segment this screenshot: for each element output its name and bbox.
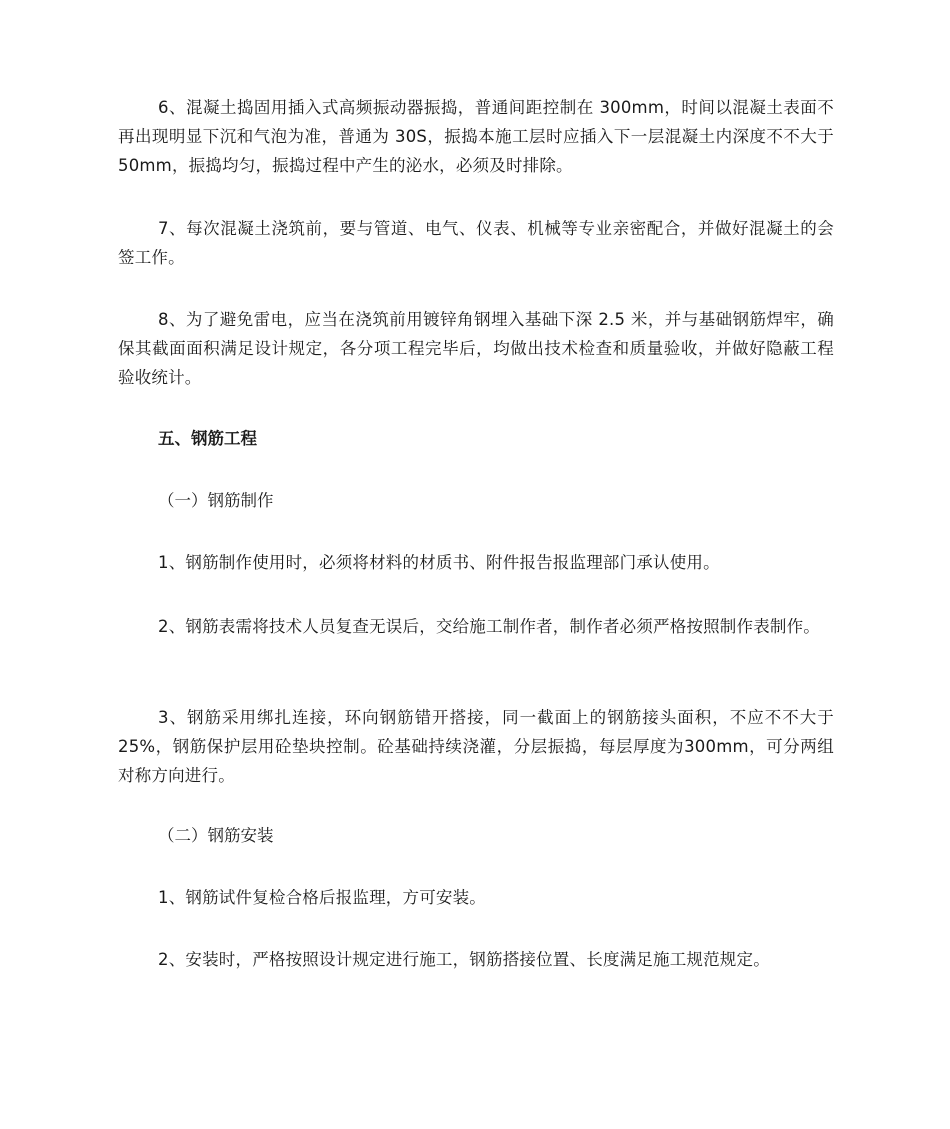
paragraph-7: 7、每次混凝土浇筑前，要与管道、电气、仪表、机械等专业亲密配合，并做好混凝土的会签工作。 bbox=[118, 219, 834, 267]
subsection-heading-1: （一）钢筋制作 bbox=[158, 491, 274, 510]
list-item: 2、钢筋表需将技术人员复查无误后，交给施工制作者，制作者必须严格按照制作表制作。 bbox=[158, 617, 820, 636]
section-heading: 五、钢筋工程 bbox=[158, 429, 257, 448]
subsection-heading-2: （二）钢筋安装 bbox=[158, 826, 274, 845]
list-item: 1、钢筋制作使用时，必须将材料的材质书、附件报告报监理部门承认使用。 bbox=[158, 553, 720, 572]
paragraph-8: 8、为了避免雷电，应当在浇筑前用镀锌角钢埋入基础下深 2.5 米，并与基础钢筋焊牢，确保其截面面积满足设计规定，各分项工程完毕后，均做出技术检查和质量验收，并做好隐蔽工程验收统计。 bbox=[118, 310, 834, 387]
paragraph-6: 6、混凝土捣固用插入式高频振动器振捣，普通间距控制在 300mm，时间以混凝土表面不再出现明显下沉和气泡为准，普通为 30S，振捣本施工层时应插入下一层混凝土内深度不不大于 50mm，振捣均匀，振捣过程中产生的泌水，必须及时排除。 bbox=[118, 98, 834, 175]
list-item: 3、钢筋采用绑扎连接，环向钢筋错开搭接，同一截面上的钢筋接头面积，不应不不大于 25%，钢筋保护层用砼垫块控制。砼基础持续浇灌，分层振捣，每层厚度为300mm，可分两组对称方向进行。 bbox=[118, 708, 834, 785]
list-item: 1、钢筋试件复检合格后报监理，方可安装。 bbox=[158, 888, 486, 907]
list-item: 2、安装时，严格按照设计规定进行施工，钢筋搭接位置、长度满足施工规范规定。 bbox=[158, 950, 770, 969]
